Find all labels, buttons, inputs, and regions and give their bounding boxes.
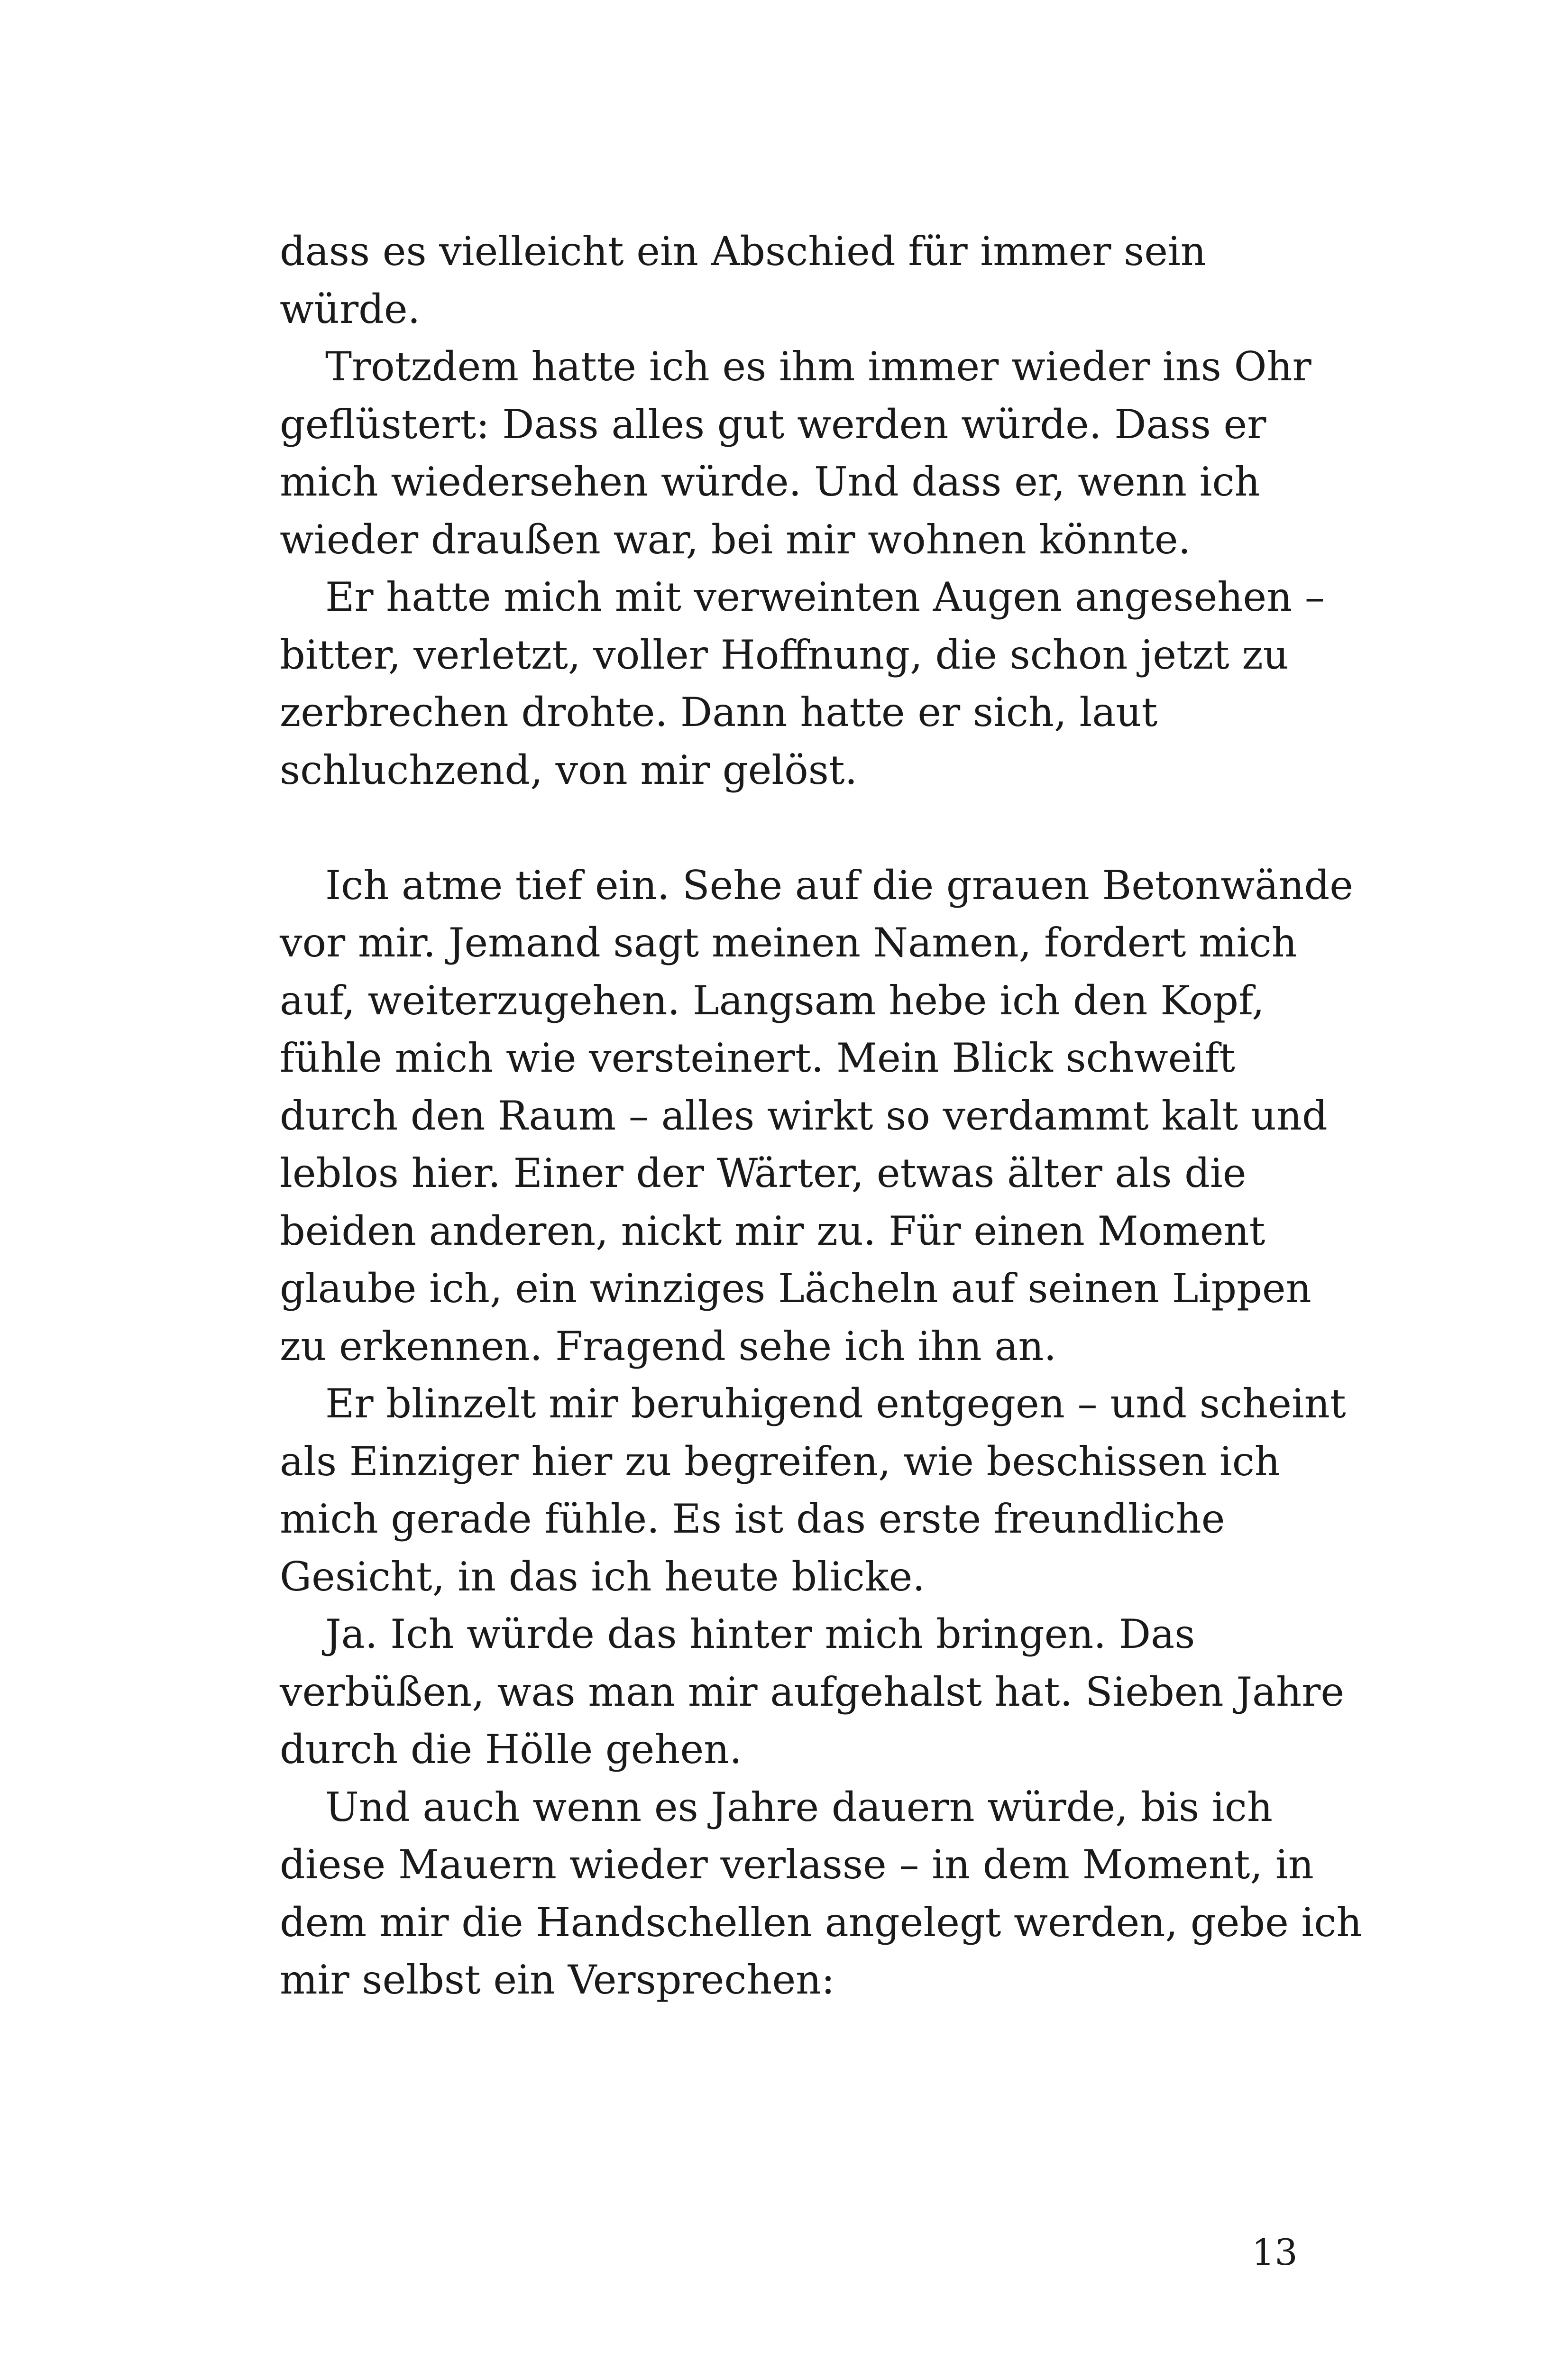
- text-line: glaube ich, ein winziges Lächeln auf seinen Lippen: [280, 1265, 1311, 1312]
- text-line: leblos hier. Einer der Wärter, etwas älter als die: [280, 1150, 1247, 1196]
- text-line: bitter, verletzt, voller Hoffnung, die schon jetzt zu: [280, 631, 1289, 678]
- text-line: schluchzend, von mir gelöst.: [280, 746, 858, 793]
- text-line: auf, weiterzugehen. Langsam hebe ich den Kopf,: [280, 977, 1265, 1024]
- text-line: fühle mich wie versteinert. Mein Blick schweift: [280, 1035, 1236, 1081]
- text-line: Er blinzelt mir beruhigend entgegen – und scheint: [325, 1380, 1346, 1427]
- text-line: würde.: [280, 285, 421, 332]
- paragraph: [280, 1779, 1366, 2009]
- paragraph: [280, 857, 1366, 1376]
- text-line: dem mir die Handschellen angelegt werden, gebe ich: [280, 1899, 1362, 1946]
- paragraph: [280, 569, 1366, 799]
- text-line: Gesicht, in das ich heute blicke.: [280, 1553, 926, 1600]
- text-line: dass es vielleicht ein Abschied für immer sein: [280, 228, 1206, 275]
- text-line: Ja. Ich würde das hinter mich bringen. Das: [325, 1611, 1195, 1657]
- text-line: durch den Raum – alles wirkt so verdammt kalt und: [280, 1092, 1328, 1139]
- text-line: Er hatte mich mit verweinten Augen angesehen –: [325, 574, 1325, 620]
- text-line: beiden anderen, nickt mir zu. Für einen Moment: [280, 1207, 1265, 1254]
- body-text: [280, 223, 1366, 2009]
- text-line: zerbrechen drohte. Dann hatte er sich, laut: [280, 689, 1158, 735]
- text-line: diese Mauern wieder verlasse – in dem Moment, in: [280, 1841, 1314, 1888]
- text-line: als Einziger hier zu begreifen, wie beschissen ich: [280, 1438, 1280, 1485]
- text-line: Trotzdem hatte ich es ihm immer wieder ins Ohr: [325, 343, 1311, 390]
- text-line: mich gerade fühle. Es ist das erste freundliche: [280, 1496, 1225, 1542]
- text-line: durch die Hölle gehen.: [280, 1726, 742, 1773]
- text-line: zu erkennen. Fragend sehe ich ihn an.: [280, 1323, 1057, 1369]
- paragraph: [280, 1606, 1366, 1779]
- paragraph: [280, 338, 1366, 569]
- text-line: geflüstert: Dass alles gut werden würde. Dass er: [280, 401, 1266, 448]
- text-line: verbüßen, was man mir aufgehalst hat. Sieben Jahre: [280, 1668, 1345, 1715]
- page-number: 13: [1252, 2231, 1298, 2273]
- text-line: Und auch wenn es Jahre dauern würde, bis ich: [325, 1783, 1273, 1830]
- text-line: Ich atme tief ein. Sehe auf die grauen Betonwände: [325, 862, 1353, 909]
- section-break: [280, 799, 1366, 857]
- paragraph: [280, 1375, 1366, 1606]
- text-line: vor mir. Jemand sagt meinen Namen, fordert mich: [280, 919, 1297, 966]
- text-line: mir selbst ein Versprechen:: [280, 1957, 835, 2003]
- paragraph: [280, 223, 1366, 338]
- text-line: mich wiedersehen würde. Und dass er, wenn ich: [280, 459, 1260, 505]
- text-line: wieder draußen war, bei mir wohnen könnte.: [280, 516, 1191, 563]
